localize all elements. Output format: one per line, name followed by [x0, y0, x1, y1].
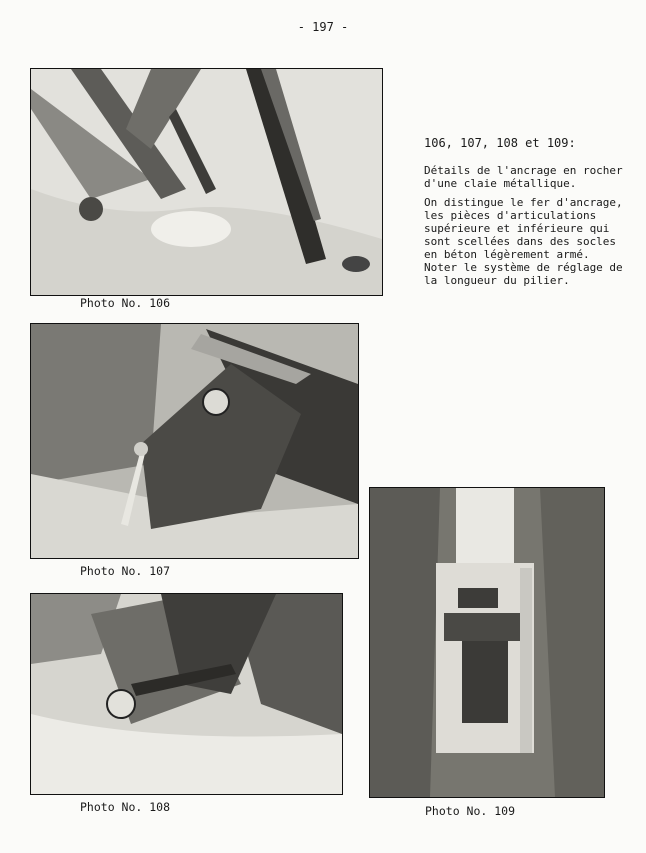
description-paragraph-1: Détails de l'ancrage en rocher d'une claie métallique.: [424, 164, 623, 190]
photo-109: [369, 487, 605, 798]
description-paragraph-2: On distingue le fer d'ancrage, les pièces d'articulations supérieure et inférieure qui sont scellées dans des socles en béton légèrement armé. Noter le système de réglage de la longueur du pilier.: [424, 196, 623, 287]
page-number: - 197 -: [297, 20, 349, 34]
photo-107: [30, 323, 359, 559]
description-heading: 106, 107, 108 et 109:: [424, 136, 576, 150]
caption-photo-107: Photo No. 107: [80, 564, 171, 578]
photo-108: [30, 593, 343, 795]
description-block: [424, 137, 624, 293]
caption-photo-108: Photo No. 108: [80, 800, 171, 814]
caption-photo-109: Photo No. 109: [425, 804, 516, 818]
photo-106: [30, 68, 383, 296]
caption-photo-106: Photo No. 106: [80, 296, 171, 310]
